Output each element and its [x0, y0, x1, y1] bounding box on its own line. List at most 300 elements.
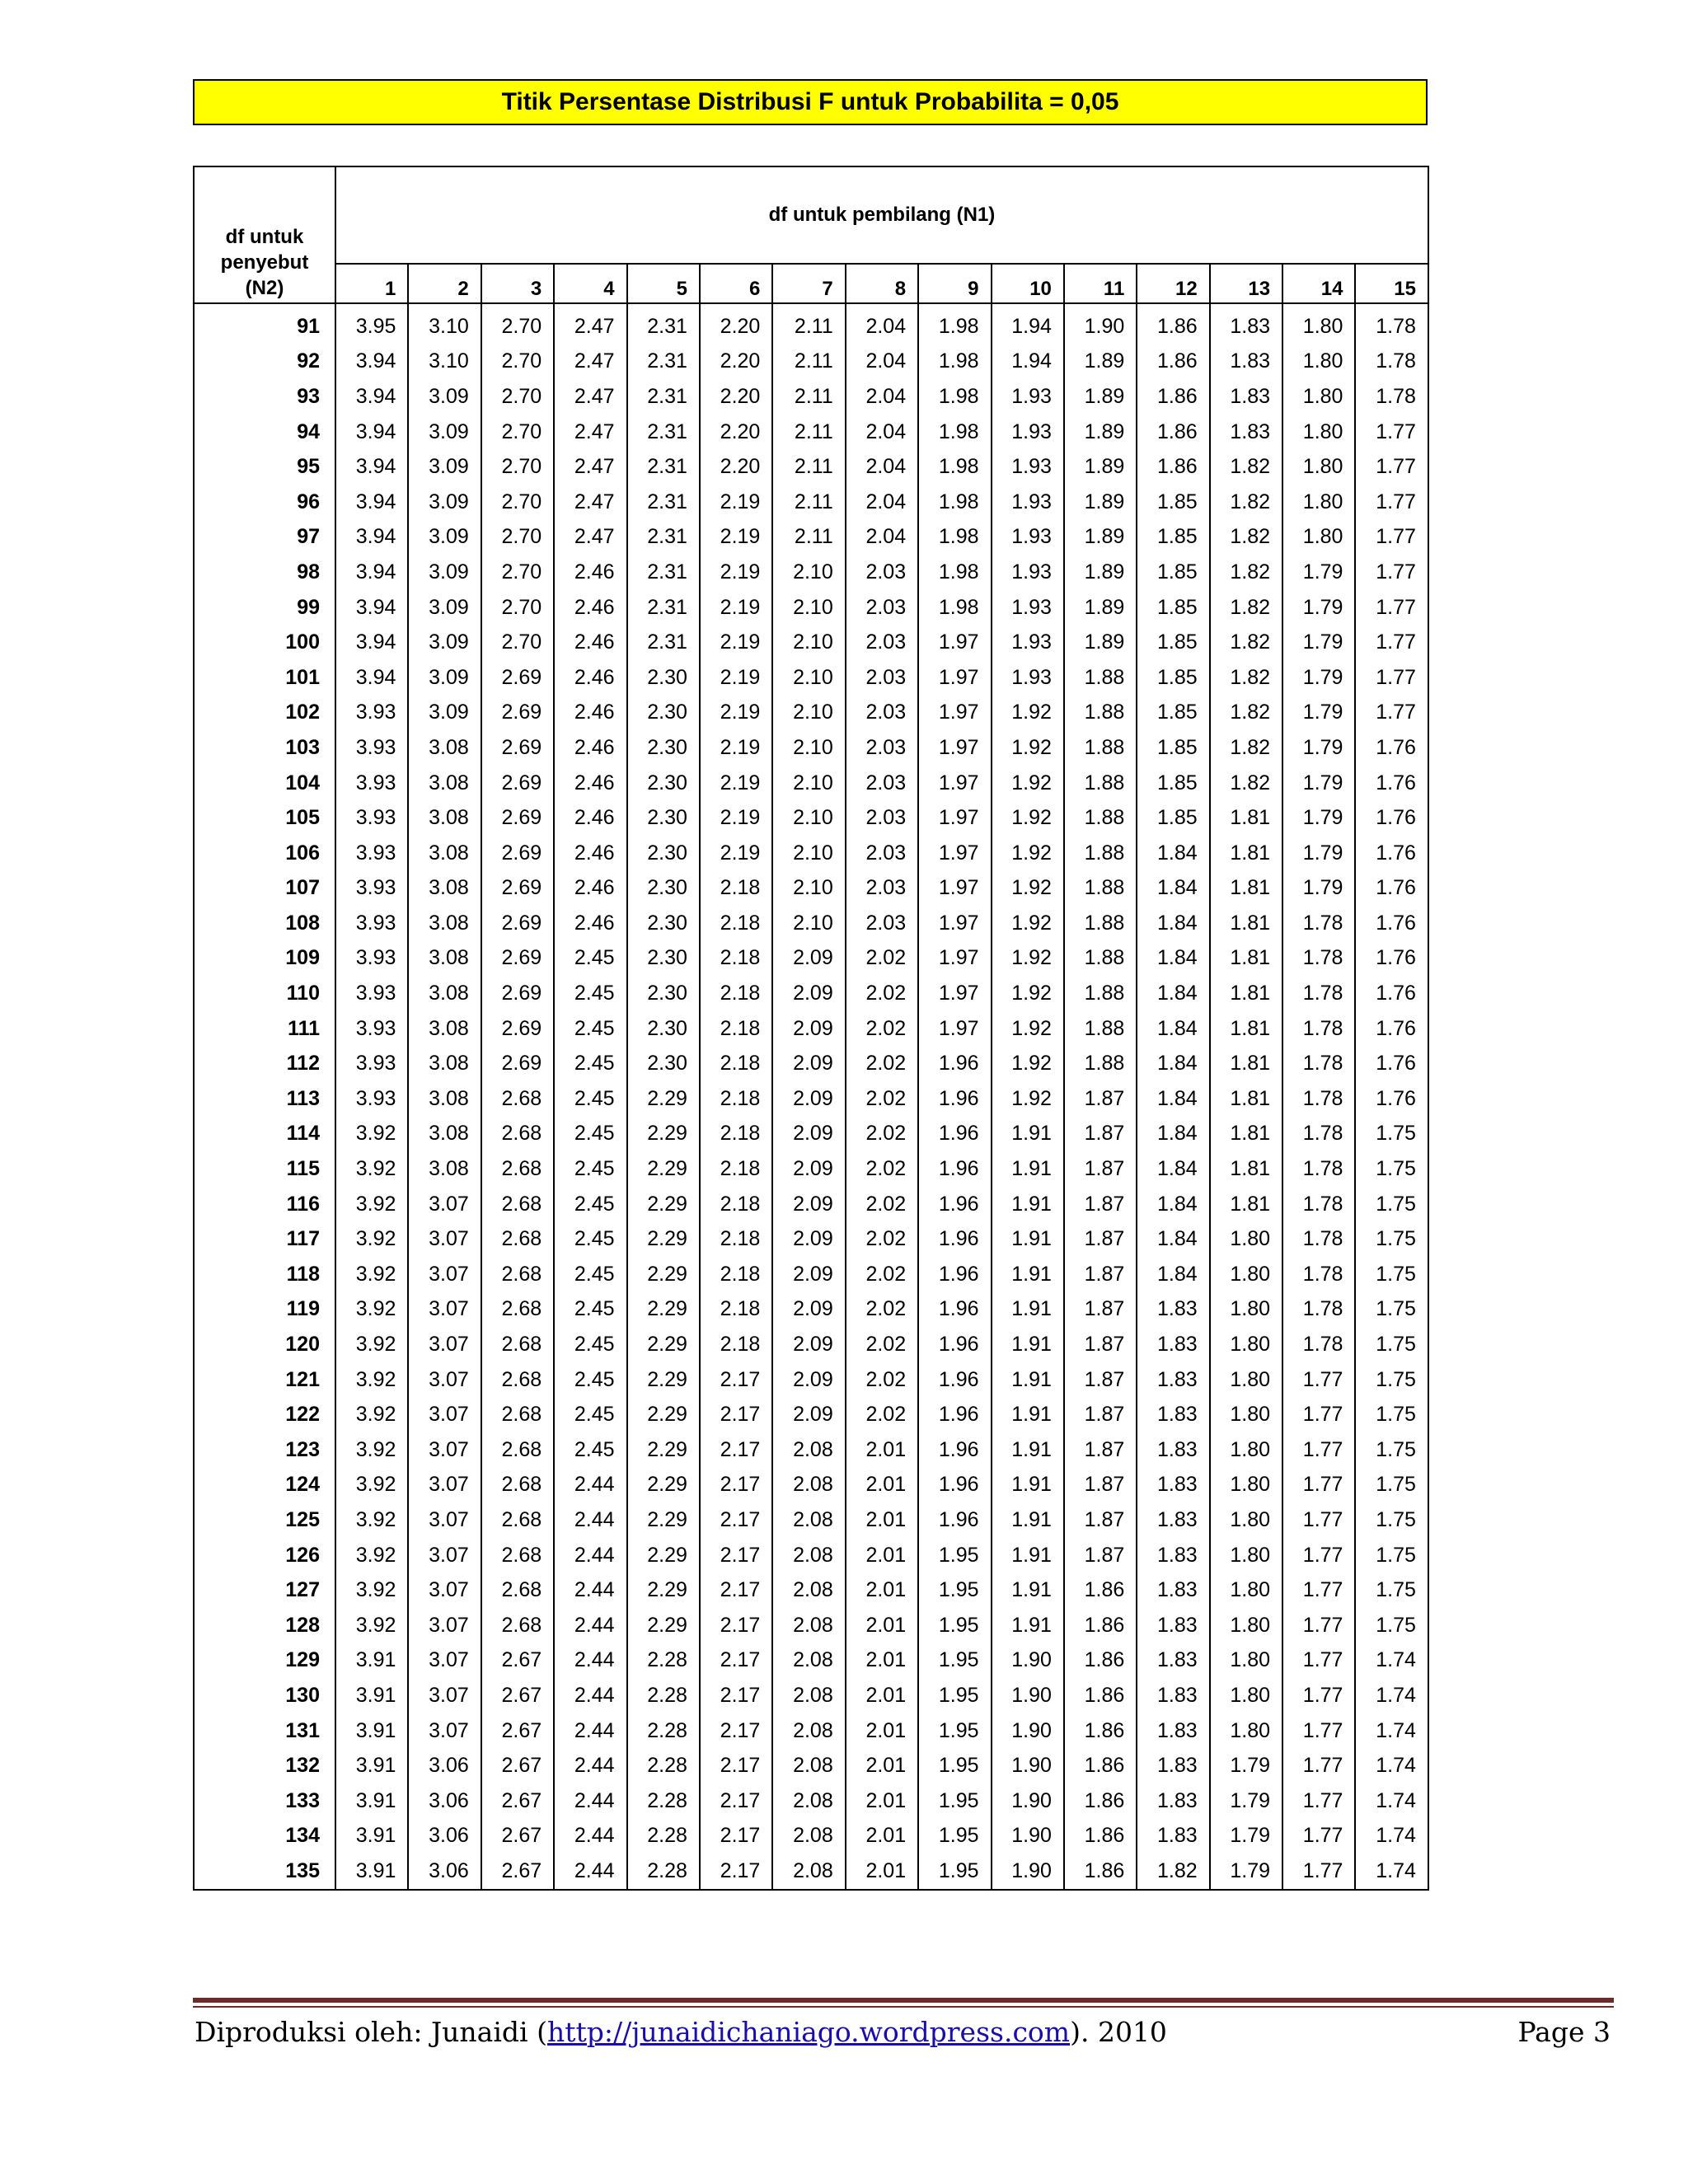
- table-cell: 2.46: [554, 836, 626, 871]
- table-row: [194, 730, 1428, 766]
- table-cell: 3.06: [408, 1783, 481, 1819]
- table-cell: 3.91: [335, 1748, 408, 1783]
- table-cell: 2.19: [700, 485, 772, 520]
- table-cell: 2.18: [700, 941, 772, 977]
- table-cell: 1.76: [1355, 1081, 1428, 1117]
- table-cell: 1.97: [918, 766, 991, 801]
- table-cell: 1.98: [918, 485, 991, 520]
- table-row: [194, 344, 1428, 380]
- table-cell: 1.83: [1137, 1538, 1209, 1573]
- table-cell: 2.08: [772, 1678, 845, 1713]
- table-row: [194, 1117, 1428, 1152]
- table-cell: 2.46: [554, 555, 626, 590]
- table-cell: 1.76: [1355, 976, 1428, 1011]
- table-cell: 3.07: [408, 1608, 481, 1643]
- table-cell: 2.04: [846, 520, 918, 555]
- table-cell: 2.11: [772, 344, 845, 380]
- table-cell: 1.96: [918, 1151, 991, 1187]
- table-cell: 2.08: [772, 1608, 845, 1643]
- table-cell: 1.81: [1210, 1081, 1282, 1117]
- table-row: [194, 1538, 1428, 1573]
- table-cell: 2.44: [554, 1538, 626, 1573]
- table-cell: 1.96: [918, 1221, 991, 1257]
- table-cell: 1.91: [992, 1292, 1064, 1328]
- column-header: 12: [1137, 264, 1209, 303]
- footer-rule: [193, 1998, 1614, 2003]
- table-cell: 1.88: [1064, 941, 1137, 977]
- table-cell: 1.83: [1137, 1327, 1209, 1362]
- table-cell: 1.83: [1137, 1362, 1209, 1398]
- table-cell: 2.46: [554, 730, 626, 766]
- table-cell: 1.78: [1282, 976, 1355, 1011]
- table-row: [194, 1468, 1428, 1503]
- table-cell: 3.92: [335, 1432, 408, 1468]
- column-header: 6: [700, 264, 772, 303]
- table-cell: 1.91: [992, 1468, 1064, 1503]
- table-cell: 2.01: [846, 1713, 918, 1749]
- table-cell: 2.02: [846, 1011, 918, 1047]
- table-cell: 1.88: [1064, 906, 1137, 941]
- table-cell: 1.91: [992, 1362, 1064, 1398]
- table-cell: 2.68: [481, 1327, 554, 1362]
- table-cell: 1.88: [1064, 730, 1137, 766]
- table-cell: 2.09: [772, 1292, 845, 1328]
- table-cell: 1.88: [1064, 871, 1137, 907]
- row-header-n2: 120: [194, 1327, 335, 1362]
- table-cell: 2.10: [772, 555, 845, 590]
- table-cell: 2.69: [481, 766, 554, 801]
- table-cell: 1.85: [1137, 800, 1209, 836]
- table-cell: 1.91: [992, 1608, 1064, 1643]
- table-cell: 1.91: [992, 1572, 1064, 1608]
- table-cell: 2.30: [627, 800, 700, 836]
- table-cell: 1.75: [1355, 1468, 1428, 1503]
- table-cell: 1.77: [1282, 1468, 1355, 1503]
- row-header-n2: 132: [194, 1748, 335, 1783]
- table-cell: 1.75: [1355, 1257, 1428, 1292]
- table-cell: 1.96: [918, 1502, 991, 1538]
- table-cell: 2.44: [554, 1819, 626, 1854]
- table-cell: 2.29: [627, 1432, 700, 1468]
- table-cell: 1.78: [1355, 344, 1428, 380]
- row-header-n2: 134: [194, 1819, 335, 1854]
- table-cell: 1.86: [1064, 1643, 1137, 1679]
- table-cell: 2.44: [554, 1783, 626, 1819]
- table-row: [194, 1432, 1428, 1468]
- table-cell: 2.03: [846, 555, 918, 590]
- row-header-n2: 111: [194, 1011, 335, 1047]
- table-cell: 3.08: [408, 976, 481, 1011]
- table-cell: 1.83: [1210, 344, 1282, 380]
- table-cell: 2.02: [846, 1221, 918, 1257]
- table-cell: 1.80: [1210, 1257, 1282, 1292]
- table-cell: 1.93: [992, 625, 1064, 660]
- table-cell: 1.87: [1064, 1502, 1137, 1538]
- table-cell: 2.09: [772, 1081, 845, 1117]
- table-row: [194, 1292, 1428, 1328]
- table-cell: 2.68: [481, 1257, 554, 1292]
- table-cell: 1.87: [1064, 1081, 1137, 1117]
- table-cell: 1.80: [1210, 1468, 1282, 1503]
- table-row: [194, 1046, 1428, 1081]
- table-row: [194, 520, 1428, 555]
- table-cell: 1.78: [1282, 1327, 1355, 1362]
- row-header-n2: 99: [194, 590, 335, 626]
- table-cell: 3.92: [335, 1151, 408, 1187]
- table-row: [194, 976, 1428, 1011]
- table-cell: 2.70: [481, 303, 554, 344]
- table-cell: 1.75: [1355, 1117, 1428, 1152]
- table-cell: 3.93: [335, 730, 408, 766]
- table-cell: 2.20: [700, 344, 772, 380]
- table-cell: 1.87: [1064, 1362, 1137, 1398]
- table-cell: 1.79: [1282, 590, 1355, 626]
- column-header: 7: [772, 264, 845, 303]
- table-cell: 1.84: [1137, 1046, 1209, 1081]
- row-header-n2: 103: [194, 730, 335, 766]
- table-cell: 1.90: [992, 1748, 1064, 1783]
- table-cell: 1.98: [918, 415, 991, 450]
- table-row: [194, 1151, 1428, 1187]
- table-cell: 1.83: [1137, 1608, 1209, 1643]
- table-cell: 1.87: [1064, 1187, 1137, 1222]
- table-cell: 1.82: [1210, 555, 1282, 590]
- table-cell: 2.11: [772, 379, 845, 415]
- table-cell: 2.68: [481, 1081, 554, 1117]
- table-cell: 2.09: [772, 1187, 845, 1222]
- table-cell: 2.18: [700, 1327, 772, 1362]
- table-row: [194, 1748, 1428, 1783]
- table-cell: 1.86: [1137, 303, 1209, 344]
- table-cell: 3.08: [408, 1151, 481, 1187]
- table-cell: 1.95: [918, 1713, 991, 1749]
- table-cell: 1.84: [1137, 1187, 1209, 1222]
- table-cell: 1.98: [918, 590, 991, 626]
- table-cell: 2.08: [772, 1783, 845, 1819]
- table-cell: 1.98: [918, 303, 991, 344]
- table-cell: 1.81: [1210, 1011, 1282, 1047]
- table-cell: 3.94: [335, 379, 408, 415]
- table-cell: 1.89: [1064, 625, 1137, 660]
- table-cell: 3.92: [335, 1117, 408, 1152]
- table-cell: 1.79: [1210, 1748, 1282, 1783]
- table-cell: 2.29: [627, 1572, 700, 1608]
- table-cell: 2.17: [700, 1748, 772, 1783]
- table-cell: 2.09: [772, 976, 845, 1011]
- group-header-n1: df untuk pembilang (N1): [335, 166, 1428, 264]
- table-cell: 2.17: [700, 1432, 772, 1468]
- table-cell: 2.18: [700, 1081, 772, 1117]
- table-cell: 1.75: [1355, 1502, 1428, 1538]
- table-cell: 1.83: [1210, 379, 1282, 415]
- table-cell: 2.01: [846, 1819, 918, 1854]
- table-cell: 1.95: [918, 1854, 991, 1890]
- table-cell: 2.10: [772, 730, 845, 766]
- table-cell: 1.97: [918, 730, 991, 766]
- table-cell: 1.89: [1064, 555, 1137, 590]
- table-cell: 1.79: [1210, 1854, 1282, 1890]
- table-cell: 2.68: [481, 1362, 554, 1398]
- table-cell: 2.18: [700, 1151, 772, 1187]
- table-cell: 1.77: [1355, 555, 1428, 590]
- row-header-n2: 108: [194, 906, 335, 941]
- table-cell: 2.44: [554, 1468, 626, 1503]
- table-cell: 3.91: [335, 1678, 408, 1713]
- table-cell: 2.08: [772, 1468, 845, 1503]
- table-cell: 2.11: [772, 415, 845, 450]
- table-cell: 3.07: [408, 1468, 481, 1503]
- column-header: 11: [1064, 264, 1137, 303]
- table-cell: 1.86: [1137, 379, 1209, 415]
- table-cell: 2.31: [627, 303, 700, 344]
- table-cell: 3.08: [408, 1117, 481, 1152]
- table-cell: 2.31: [627, 555, 700, 590]
- table-cell: 3.92: [335, 1221, 408, 1257]
- table-cell: 2.30: [627, 906, 700, 941]
- table-cell: 2.31: [627, 520, 700, 555]
- table-cell: 1.88: [1064, 660, 1137, 696]
- table-cell: 2.17: [700, 1468, 772, 1503]
- table-cell: 1.95: [918, 1608, 991, 1643]
- table-cell: 2.29: [627, 1081, 700, 1117]
- table-row: [194, 1572, 1428, 1608]
- table-cell: 3.94: [335, 625, 408, 660]
- table-cell: 3.94: [335, 590, 408, 626]
- row-header-n2: 130: [194, 1678, 335, 1713]
- table-cell: 1.91: [992, 1327, 1064, 1362]
- table-cell: 2.19: [700, 696, 772, 731]
- table-cell: 2.67: [481, 1783, 554, 1819]
- table-cell: 3.09: [408, 449, 481, 485]
- table-row: [194, 1257, 1428, 1292]
- table-cell: 3.95: [335, 303, 408, 344]
- table-row: [194, 1397, 1428, 1432]
- table-cell: 1.92: [992, 906, 1064, 941]
- table-cell: 2.68: [481, 1151, 554, 1187]
- table-cell: 1.96: [918, 1081, 991, 1117]
- table-cell: 3.92: [335, 1502, 408, 1538]
- table-cell: 2.10: [772, 766, 845, 801]
- column-header: 10: [992, 264, 1064, 303]
- table-cell: 3.09: [408, 379, 481, 415]
- table-cell: 2.02: [846, 1362, 918, 1398]
- table-cell: 3.07: [408, 1572, 481, 1608]
- table-cell: 1.91: [992, 1432, 1064, 1468]
- table-cell: 2.44: [554, 1678, 626, 1713]
- table-cell: 2.68: [481, 1572, 554, 1608]
- table-cell: 2.18: [700, 1046, 772, 1081]
- table-cell: 3.07: [408, 1187, 481, 1222]
- table-cell: 1.83: [1137, 1643, 1209, 1679]
- table-cell: 1.78: [1282, 1221, 1355, 1257]
- table-cell: 2.69: [481, 941, 554, 977]
- table-cell: 2.44: [554, 1572, 626, 1608]
- page-title: Titik Persentase Distribusi F untuk Probabilita = 0,05: [193, 79, 1428, 125]
- table-cell: 2.19: [700, 766, 772, 801]
- table-cell: 3.94: [335, 485, 408, 520]
- table-cell: 2.70: [481, 555, 554, 590]
- table-cell: 1.80: [1282, 415, 1355, 450]
- table-cell: 2.68: [481, 1221, 554, 1257]
- table-cell: 2.47: [554, 415, 626, 450]
- table-cell: 2.44: [554, 1643, 626, 1679]
- table-cell: 2.19: [700, 730, 772, 766]
- table-cell: 3.93: [335, 1081, 408, 1117]
- table-cell: 1.89: [1064, 449, 1137, 485]
- table-row: [194, 1643, 1428, 1679]
- table-cell: 2.03: [846, 800, 918, 836]
- table-cell: 1.78: [1282, 906, 1355, 941]
- table-cell: 3.93: [335, 836, 408, 871]
- table-cell: 3.07: [408, 1397, 481, 1432]
- table-cell: 1.74: [1355, 1678, 1428, 1713]
- table-cell: 1.87: [1064, 1221, 1137, 1257]
- table-cell: 2.31: [627, 379, 700, 415]
- table-cell: 2.69: [481, 730, 554, 766]
- table-cell: 2.70: [481, 415, 554, 450]
- table-cell: 2.45: [554, 1397, 626, 1432]
- table-cell: 2.01: [846, 1608, 918, 1643]
- table-cell: 1.77: [1355, 415, 1428, 450]
- table-cell: 1.89: [1064, 379, 1137, 415]
- table-cell: 1.84: [1137, 1221, 1209, 1257]
- table-header: [194, 166, 1428, 303]
- table-cell: 3.92: [335, 1187, 408, 1222]
- column-header-row: [194, 264, 1428, 303]
- row-header-n2: 92: [194, 344, 335, 380]
- row-header-n2: 109: [194, 941, 335, 977]
- table-cell: 2.10: [772, 800, 845, 836]
- table-cell: 3.10: [408, 344, 481, 380]
- table-cell: 2.08: [772, 1819, 845, 1854]
- table-cell: 2.18: [700, 871, 772, 907]
- table-cell: 1.76: [1355, 730, 1428, 766]
- table-cell: 2.02: [846, 1046, 918, 1081]
- table-row: [194, 941, 1428, 977]
- table-cell: 1.95: [918, 1538, 991, 1573]
- table-cell: 1.79: [1282, 625, 1355, 660]
- table-cell: 2.20: [700, 379, 772, 415]
- table-row: [194, 303, 1428, 344]
- table-cell: 2.28: [627, 1819, 700, 1854]
- table-cell: 1.96: [918, 1117, 991, 1152]
- table-cell: 1.74: [1355, 1643, 1428, 1679]
- table-cell: 2.17: [700, 1643, 772, 1679]
- table-cell: 1.89: [1064, 520, 1137, 555]
- table-cell: 1.83: [1137, 1678, 1209, 1713]
- table-cell: 3.09: [408, 555, 481, 590]
- footer-suffix: ). 2010: [1070, 2016, 1167, 2048]
- table-cell: 1.79: [1282, 696, 1355, 731]
- table-cell: 1.91: [992, 1397, 1064, 1432]
- table-cell: 2.10: [772, 590, 845, 626]
- table-cell: 2.44: [554, 1608, 626, 1643]
- table-cell: 2.18: [700, 1292, 772, 1328]
- table-cell: 1.90: [992, 1819, 1064, 1854]
- table-cell: 2.08: [772, 1854, 845, 1890]
- table-cell: 3.91: [335, 1819, 408, 1854]
- table-cell: 2.68: [481, 1502, 554, 1538]
- table-cell: 1.77: [1282, 1713, 1355, 1749]
- table-cell: 2.10: [772, 625, 845, 660]
- table-cell: 1.77: [1355, 590, 1428, 626]
- table-cell: 2.10: [772, 871, 845, 907]
- table-cell: 2.01: [846, 1783, 918, 1819]
- table-cell: 2.09: [772, 1117, 845, 1152]
- table-cell: 2.01: [846, 1854, 918, 1890]
- table-cell: 1.76: [1355, 906, 1428, 941]
- table-cell: 2.69: [481, 836, 554, 871]
- table-cell: 2.68: [481, 1397, 554, 1432]
- table-cell: 1.77: [1355, 660, 1428, 696]
- table-cell: 2.17: [700, 1572, 772, 1608]
- table-cell: 2.29: [627, 1117, 700, 1152]
- table-cell: 2.31: [627, 415, 700, 450]
- row-header-n2: 95: [194, 449, 335, 485]
- table-cell: 1.76: [1355, 836, 1428, 871]
- table-cell: 1.80: [1282, 449, 1355, 485]
- table-cell: 3.07: [408, 1678, 481, 1713]
- table-body: [194, 303, 1428, 1890]
- table-cell: 2.17: [700, 1362, 772, 1398]
- table-cell: 2.17: [700, 1819, 772, 1854]
- table-cell: 3.08: [408, 836, 481, 871]
- table-cell: 2.45: [554, 976, 626, 1011]
- table-cell: 3.94: [335, 344, 408, 380]
- table-cell: 3.07: [408, 1327, 481, 1362]
- table-cell: 2.03: [846, 871, 918, 907]
- table-cell: 1.82: [1210, 485, 1282, 520]
- footer-prefix: Diproduksi oleh: Junaidi (: [195, 2016, 547, 2048]
- table-cell: 1.91: [992, 1117, 1064, 1152]
- table-cell: 1.80: [1210, 1502, 1282, 1538]
- table-cell: 1.98: [918, 520, 991, 555]
- table-cell: 2.08: [772, 1748, 845, 1783]
- table-cell: 1.87: [1064, 1151, 1137, 1187]
- table-cell: 2.09: [772, 1151, 845, 1187]
- table-cell: 3.08: [408, 906, 481, 941]
- table-cell: 2.30: [627, 766, 700, 801]
- table-cell: 1.90: [1064, 303, 1137, 344]
- table-cell: 2.68: [481, 1608, 554, 1643]
- table-cell: 1.78: [1282, 1011, 1355, 1047]
- column-header: 2: [408, 264, 481, 303]
- table-cell: 2.01: [846, 1432, 918, 1468]
- table-row: [194, 836, 1428, 871]
- table-cell: 1.87: [1064, 1257, 1137, 1292]
- table-cell: 3.07: [408, 1257, 481, 1292]
- table-cell: 3.08: [408, 766, 481, 801]
- table-cell: 2.20: [700, 449, 772, 485]
- column-header: 4: [554, 264, 626, 303]
- table-cell: 3.93: [335, 941, 408, 977]
- table-cell: 1.79: [1282, 800, 1355, 836]
- table-cell: 1.81: [1210, 1117, 1282, 1152]
- table-cell: 2.47: [554, 344, 626, 380]
- table-cell: 2.67: [481, 1854, 554, 1890]
- table-cell: 2.11: [772, 303, 845, 344]
- table-cell: 1.77: [1282, 1783, 1355, 1819]
- table-cell: 1.80: [1282, 344, 1355, 380]
- table-cell: 1.88: [1064, 976, 1137, 1011]
- footer-link[interactable]: http://junaidichaniago.wordpress.com: [546, 2016, 1071, 2048]
- table-cell: 1.96: [918, 1432, 991, 1468]
- table-cell: 1.77: [1282, 1397, 1355, 1432]
- table-cell: 1.86: [1137, 449, 1209, 485]
- table-cell: 1.93: [992, 415, 1064, 450]
- table-row: [194, 415, 1428, 450]
- table-cell: 1.91: [992, 1502, 1064, 1538]
